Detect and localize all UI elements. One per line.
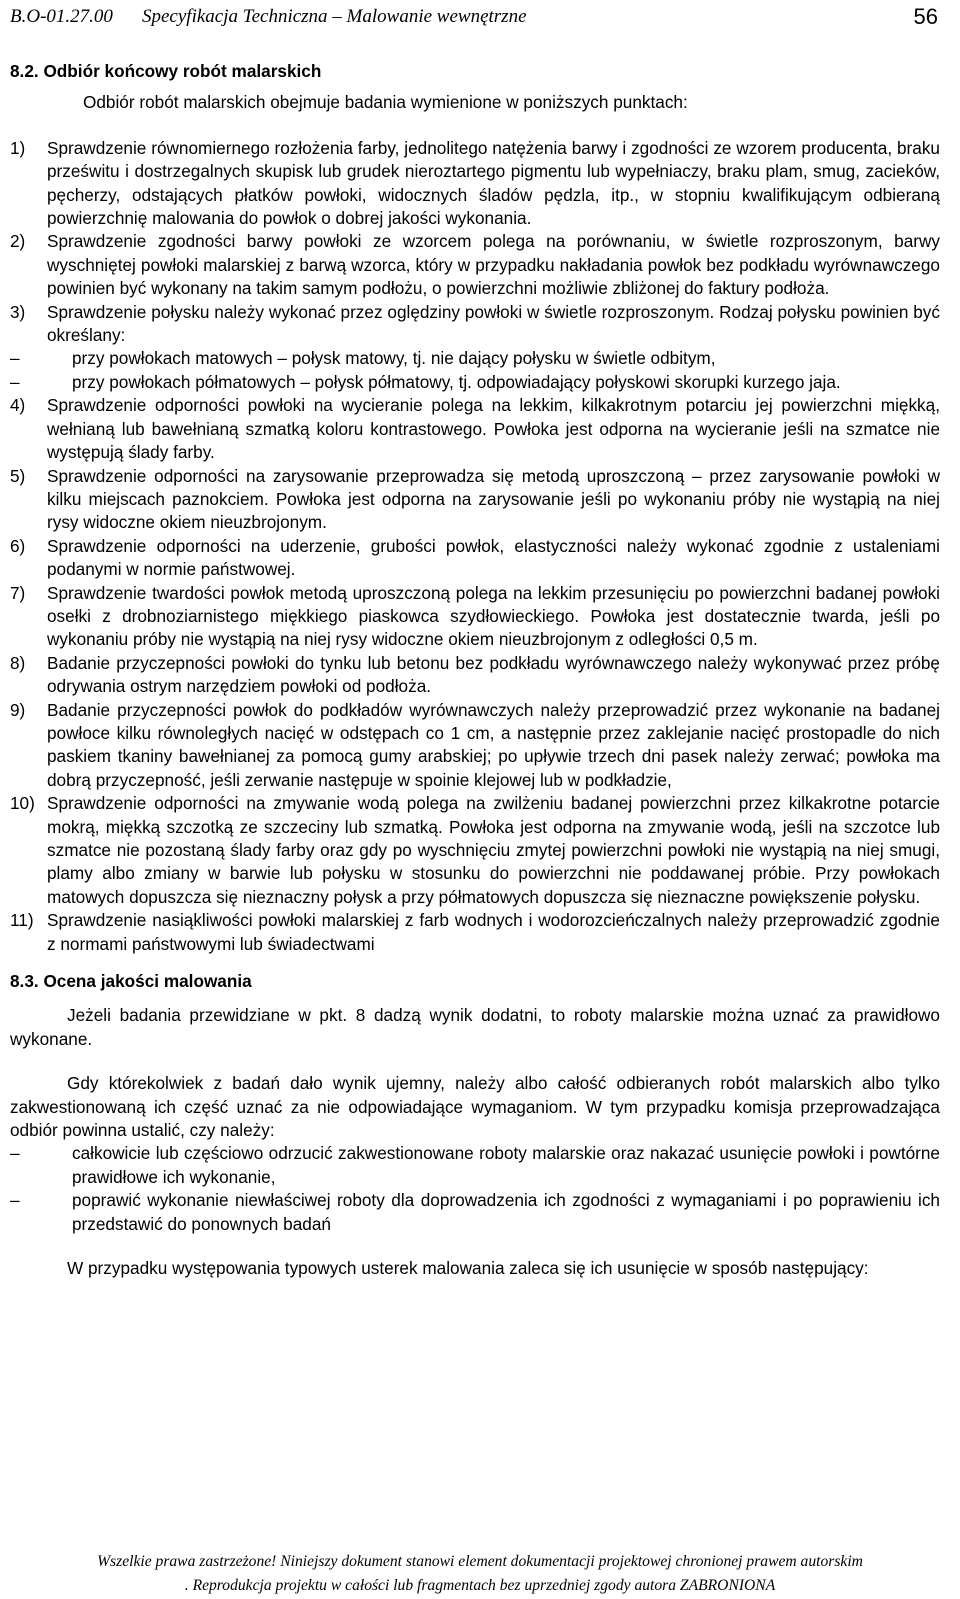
dash-marker: –: [10, 348, 20, 369]
dash-marker: –: [10, 1143, 20, 1164]
item-number: 10): [10, 793, 35, 814]
list-item: [10, 301, 940, 348]
section-heading-8-2: 8.2. Odbiór końcowy robót malarskich: [10, 61, 322, 81]
item-text: Sprawdzenie odporności powłoki na wycieranie polega na lekkim, kilkakrotnym potarciu jej powierzchni miękką, wełnianą lub bawełnianą szmatką koloru kontrastowego. Powłoka jest odporna na wycieranie jeśli na szmatce nie występują ślady farby.: [47, 395, 940, 463]
paragraph: Jeżeli badania przewidziane w pkt. 8 dadzą wynik dodatni, to roboty malarskie można uznać za prawidłowo wykonane.: [10, 1005, 940, 1049]
decision-text: całkowicie lub częściowo odrzucić zakwestionowane roboty malarskie oraz nakazać usunięcie powłoki i powtórne prawidłowe ich wykonanie,: [72, 1143, 940, 1187]
item-number: 8): [10, 652, 26, 673]
paragraph: Gdy którekolwiek z badań dało wynik ujemny, należy albo całość odbieranych robót malarskich albo tylko zakwestionowaną ich część uznać za nie odpowiadające wymaganiom. W tym przypadku komisja przeprowadzająca odbiór powinna ustalić, czy należy:: [10, 1073, 940, 1141]
item-text: Sprawdzenie odporności na zmywanie wodą polega na zwilżeniu badanej powierzchni przez kilkakrotne potarcie mokrą, miękką szczotką ze szczeciny lub szmatką. Powłoka jest odporna na zmywanie wodą, jeśli na szczotce lub szmatce nie pozostaną ślady farby oraz gdy po wyschnięciu zmytej powierzchni powłoki nie wystąpią na niej smugi, plamy albo zmiany w barwie lub połysku w stosunku do powierzchni nie poddawanej próbie. Przy powłokach matowych dopuszcza się nieznaczny połysk a przy półmatowych dopuszcza się nieznaczne powiększenie połysku.: [47, 793, 940, 907]
dash-marker: –: [10, 1190, 20, 1211]
list-item: [10, 465, 940, 535]
dash-marker: –: [10, 371, 20, 392]
document-body: [10, 60, 940, 1281]
item-text: Sprawdzenie odporności na zarysowanie przeprowadza się metodą uproszczoną – przez zarysowanie powłoki w kilku miejscach paznokciem. Powłoka jest odporna na zarysowanie jeśli po wykonaniu próby nie wystąpią na niej rysy widoczne okiem nieuzbrojonym.: [47, 465, 940, 533]
item-number: 11): [10, 910, 34, 931]
item-number: 9): [10, 699, 26, 720]
item-number: 4): [10, 395, 26, 416]
list-item: [10, 792, 940, 909]
document-page: [10, 0, 950, 1599]
footer-line: Wszelkie prawa zastrzeżone! Niniejszy dokument stanowi element dokumentacji projektowej chronionej prawem autorskim: [97, 1553, 863, 1570]
item-number: 2): [10, 231, 26, 252]
decision-list-item: [10, 1189, 940, 1236]
decision-list-item: [10, 1142, 940, 1189]
gloss-text: przy powłokach półmatowych – połysk półmatowy, tj. odpowiadający połyskowi skorupki kurzego jaja.: [72, 371, 841, 392]
gloss-list-item: [10, 347, 940, 370]
item-text: Sprawdzenie zgodności barwy powłoki ze wzorcem polega na porównaniu, w świetle rozproszonym, barwy wyschniętej powłoki malarskiej z barwą wzorca, który w przypadku nakładania powłok bez podkładu wyrównawczego powinien być wykonany na takim samym podłożu, o powierzchni możliwie zbliżonej do faktury podłoża.: [47, 231, 940, 299]
item-text: Sprawdzenie połysku należy wykonać przez oględziny powłoki w świetle rozproszonym. Rodzaj połysku powinien być określany:: [47, 301, 940, 346]
footer-line: . Reprodukcja projektu w całości lub fragmentach bez uprzedniej zgody autora ZABRONIONA: [184, 1577, 776, 1594]
list-item: [10, 652, 940, 699]
item-text: Sprawdzenie nasiąkliwości powłoki malarskiej z farb wodnych i wodorozcieńczalnych należy przeprowadzić zgodnie z normami państwowymi lub świadectwami: [47, 910, 940, 954]
gloss-text: przy powłokach matowych – połysk matowy, tj. nie dający połysku w świetle odbitym,: [72, 348, 716, 369]
page-number: 56: [913, 4, 938, 29]
item-number: 7): [10, 582, 26, 603]
page-header: [10, 6, 950, 36]
list-item: [10, 230, 940, 300]
decision-text: poprawić wykonanie niewłaściwej roboty dla doprowadzenia ich zgodności z wymaganiami i po poprawieniu ich przedstawić do ponownych badań: [72, 1190, 940, 1234]
document-code: B.O-01.27.00: [10, 6, 113, 27]
item-text: Badanie przyczepności powłoki do tynku lub betonu bez podkładu wyrównawczego należy wykonywać przez próbę odrywania ostrym narzędziem powłoki od podłoża.: [47, 652, 940, 697]
list-item: [10, 909, 940, 956]
item-number: 1): [10, 137, 26, 158]
item-number: 3): [10, 301, 26, 322]
item-text: Sprawdzenie twardości powłok metodą uproszczoną polega na lekkim przesunięciu po powierzchni badanej powłoki osełki z drobnoziarnistego miękkiego piaskowca szydłowieckiego. Powłoka jest dostatecznie twarda, jeśli po wykonaniu próby nie wystąpią na niej rysy widoczne okiem nieuzbrojonym z odległości 0,5 m.: [47, 582, 940, 650]
list-item: [10, 699, 940, 793]
section-intro: Odbiór robót malarskich obejmuje badania wymienione w poniższych punktach:: [83, 92, 688, 113]
item-number: 6): [10, 535, 26, 556]
list-item: [10, 535, 940, 582]
section-heading-8-3: 8.3. Ocena jakości malowania: [10, 971, 252, 992]
list-item: [10, 582, 940, 652]
list-item: [10, 137, 940, 231]
checks-list: [10, 137, 940, 956]
gloss-list-item: [10, 371, 940, 394]
document-title: Specyfikacja Techniczna – Malowanie wewnętrzne: [142, 6, 527, 27]
item-text: Sprawdzenie równomiernego rozłożenia farby, jednolitego natężenia barwy i zgodności ze wzorem producenta, braku prześwitu i dostrzegalnych skupisk lub grudek nieroztartego pigmentu lub wypełniaczy, braku plam, smug, zacieków, pęcherzy, odstających płatków powłoki, widocznych śladów pędzla, itp., w stopniu kwalifikującym odbieraną powierzchnię malowania do powłok o dobrej jakości wykonania.: [47, 137, 940, 229]
item-text: Badanie przyczepności powłok do podkładów wyrównawczych należy przeprowadzić przez wykonanie na badanej powłoce kilku równoległych nacięć w odstępach co 1 cm, a następnie przez zaklejanie nacięć prostopadle do nich paskiem tkaniny bawełnianej za pomocą gumy arabskiej; po upływie trzech dni pasek należy zerwać; powłoka ma dobrą przyczepność, jeśli zerwanie następuje w spoinie klejowej lub w podkładzie,: [47, 699, 940, 790]
paragraph: W przypadku występowania typowych usterek malowania zaleca się ich usunięcie w sposób następujący:: [67, 1258, 869, 1279]
copyright-footer: [10, 1550, 950, 1598]
list-item: [10, 394, 940, 464]
item-number: 5): [10, 465, 26, 486]
item-text: Sprawdzenie odporności na uderzenie, grubości powłok, elastyczności należy wykonać zgodnie z ustaleniami podanymi w normie państwowej.: [47, 535, 940, 580]
